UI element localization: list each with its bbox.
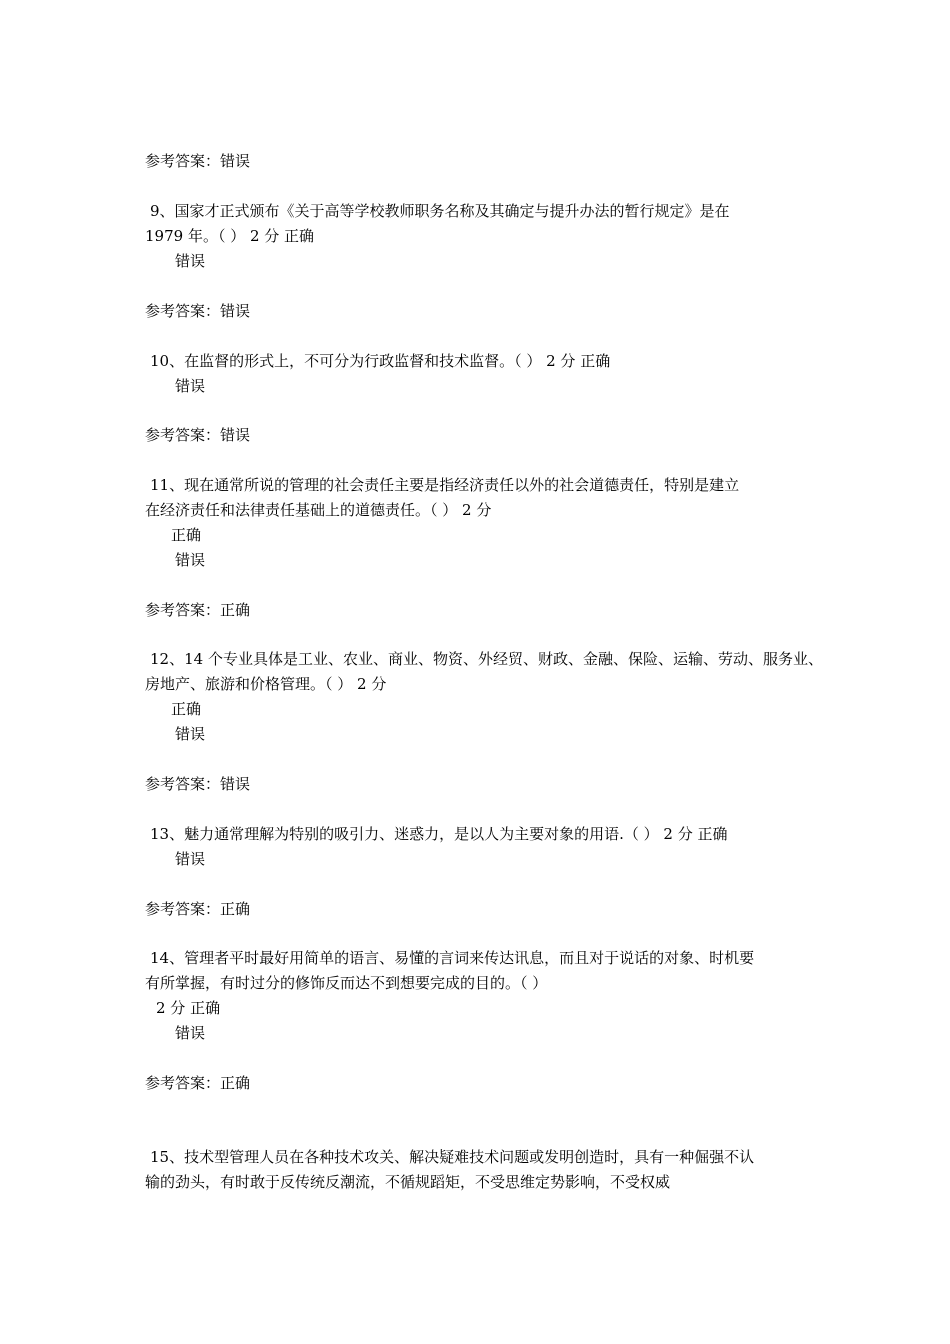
answer-ref-10: 参考答案：错误 xyxy=(145,426,251,444)
question-11-line2: 在经济责任和法律责任基础上的道德责任。（ ） 2 分 xyxy=(145,501,492,519)
question-11-option-correct[interactable]: 正确 xyxy=(171,526,202,544)
question-14-line3: 2 分 正确 xyxy=(156,999,221,1017)
question-11-line1: 11、现在通常所说的管理的社会责任主要是指经济责任以外的社会道德责任，特别是建立 xyxy=(150,476,740,494)
answer-ref-8: 参考答案：错误 xyxy=(145,152,251,170)
question-9-line2: 1979 年。（ ） 2 分 正确 xyxy=(145,227,315,245)
question-9-line1: 9、国家才正式颁布《关于高等学校教师职务名称及其确定与提升办法的暂行规定》是在 xyxy=(150,202,730,220)
question-10-line1: 10、在监督的形式上，不可分为行政监督和技术监督。（ ） 2 分 正确 xyxy=(150,352,611,370)
question-13-option-wrong[interactable]: 错误 xyxy=(175,850,206,868)
question-11-option-wrong[interactable]: 错误 xyxy=(175,551,206,569)
question-12-line2: 房地产、旅游和价格管理。（ ） 2 分 xyxy=(145,675,387,693)
answer-ref-13: 参考答案：正确 xyxy=(145,900,251,918)
answer-ref-9: 参考答案：错误 xyxy=(145,302,251,320)
question-12-line1: 12、14 个专业具体是工业、农业、商业、物资、外经贸、财政、金融、保险、运输、劳动、服务业、 xyxy=(150,650,823,668)
question-15-line2: 输的劲头，有时敢于反传统反潮流，不循规蹈矩，不受思维定势影响，不受权威 xyxy=(145,1173,671,1191)
question-12-option-correct[interactable]: 正确 xyxy=(171,700,202,718)
question-13-line1: 13、魅力通常理解为特别的吸引力、迷惑力，是以人为主要对象的用语.（ ） 2 分 正确 xyxy=(150,825,728,843)
question-14-line2: 有所掌握，有时过分的修饰反而达不到想要完成的目的。（ ） xyxy=(145,974,548,992)
question-9-option-wrong[interactable]: 错误 xyxy=(175,252,206,270)
question-15-line1: 15、技术型管理人员在各种技术攻关、解决疑难技术问题或发明创造时，具有一种倔强不认 xyxy=(150,1148,755,1166)
question-12-option-wrong[interactable]: 错误 xyxy=(175,725,206,743)
question-14-option-wrong[interactable]: 错误 xyxy=(175,1024,206,1042)
answer-ref-12: 参考答案：错误 xyxy=(145,775,251,793)
question-10-option-wrong[interactable]: 错误 xyxy=(175,377,206,395)
answer-ref-11: 参考答案：正确 xyxy=(145,601,251,619)
answer-ref-14: 参考答案：正确 xyxy=(145,1074,251,1092)
question-14-line1: 14、管理者平时最好用简单的语言、易懂的言词来传达讯息，而且对于说话的对象、时机要 xyxy=(150,949,755,967)
